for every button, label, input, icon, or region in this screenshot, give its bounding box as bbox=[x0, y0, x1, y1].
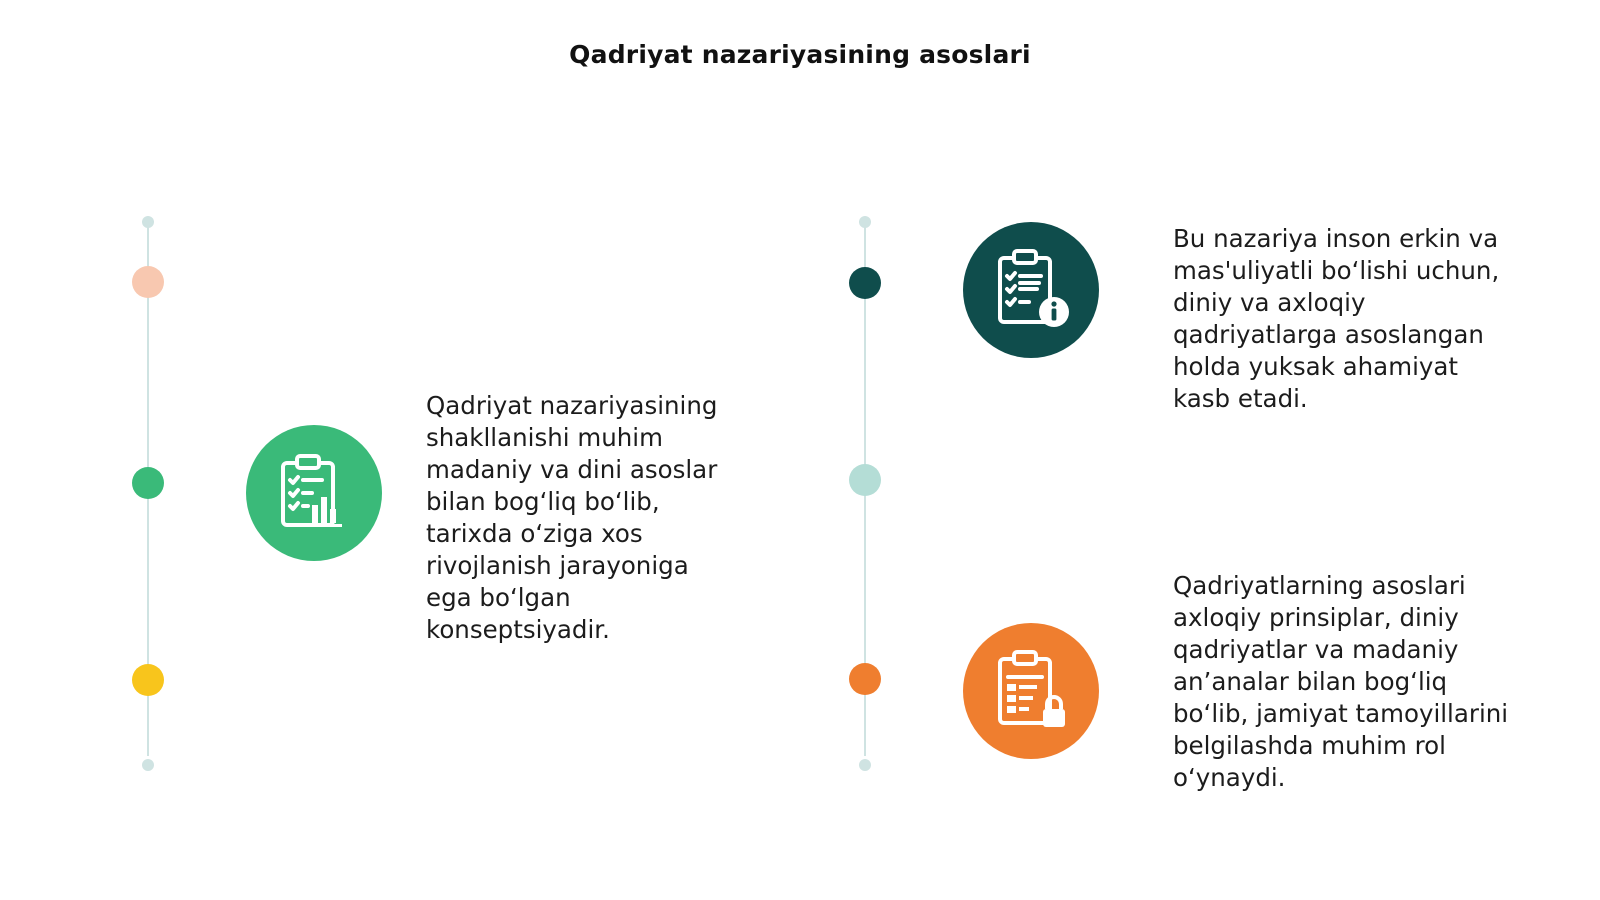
timeline-node-yellow bbox=[132, 664, 164, 696]
right-timeline bbox=[845, 212, 885, 772]
timeline-end-dot bbox=[142, 216, 154, 228]
timeline-node-orange bbox=[849, 663, 881, 695]
clipboard-chart-icon bbox=[246, 425, 382, 561]
clipboard-lock-icon bbox=[963, 623, 1099, 759]
page-title: Qadriyat nazariyasining asoslari bbox=[569, 40, 1031, 69]
text-block-3: Qadriyatlarning asoslari axloqiy prinsiplar, diniy qadriyatlar va madaniy an’analar bilan bog‘liq bo‘lib, jamiyat tamoyillarini belgilashda muhim rol o‘ynaydi. bbox=[1173, 571, 1509, 792]
left-timeline bbox=[128, 212, 168, 772]
text-block-2: Bu nazariya inson erkin va mas'uliyatli bo‘lishi uchun, diniy va axloqiy qadriyatlarga asoslangan holda yuksak ahamiyat kasb etadi. bbox=[1173, 224, 1500, 413]
timeline-node-dark-teal bbox=[849, 267, 881, 299]
timeline-node-light-teal bbox=[849, 464, 881, 496]
clipboard-info-icon bbox=[963, 222, 1099, 358]
timeline-end-dot bbox=[859, 216, 871, 228]
text-block-1: Qadriyat nazariyasining shakllanishi muhim madaniy va dini asoslar bilan bog‘liq bo‘lib, tarixda o‘ziga xos rivojlanish jarayoniga ega bo‘lgan konseptsiyadir. bbox=[426, 391, 718, 644]
timeline-end-dot bbox=[142, 759, 154, 771]
timeline-end-dot bbox=[859, 759, 871, 771]
timeline-node-green bbox=[132, 467, 164, 499]
timeline-node-peach bbox=[132, 266, 164, 298]
